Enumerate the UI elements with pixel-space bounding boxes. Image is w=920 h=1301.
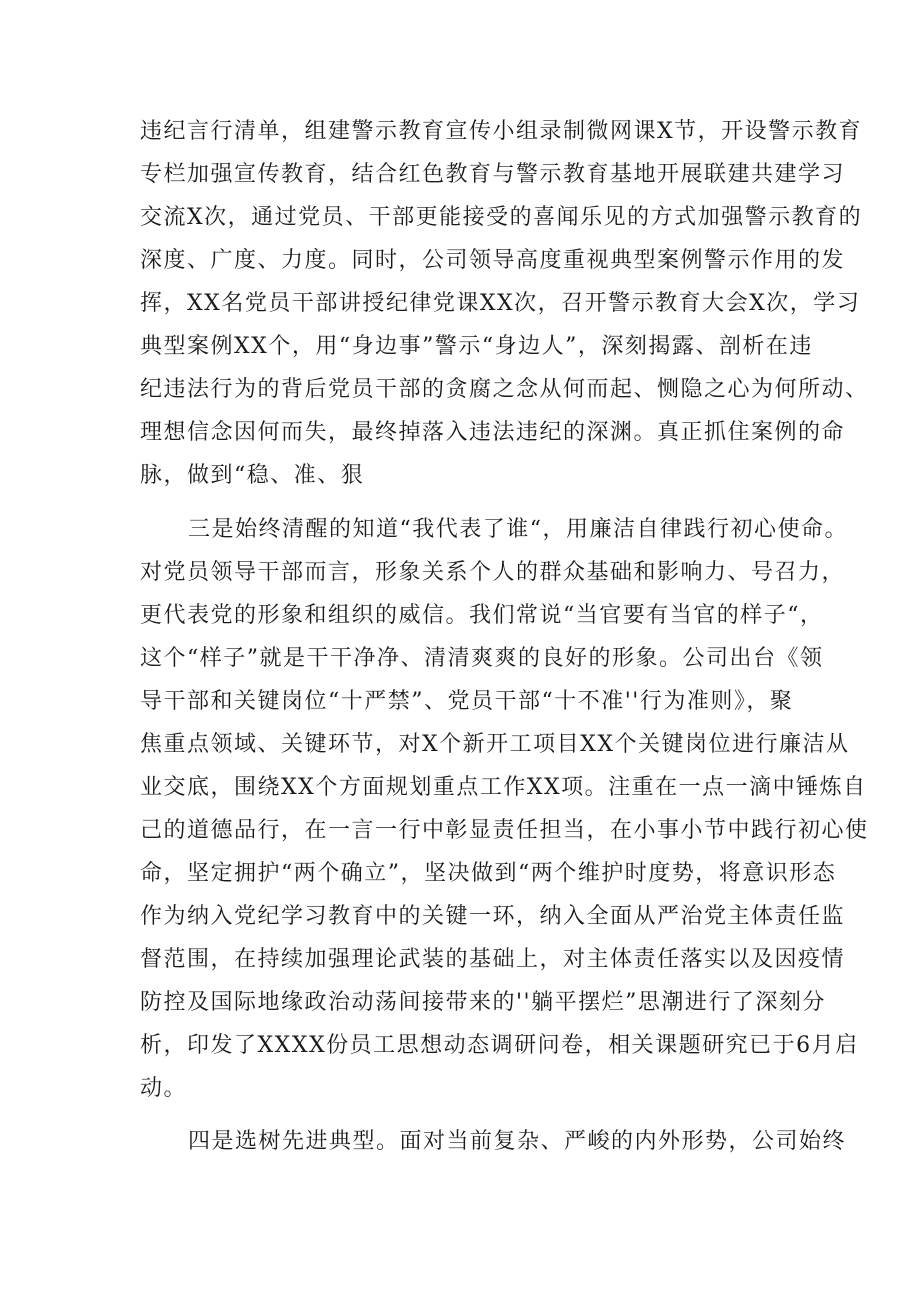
paragraph-line: 防控及国际地缘政治动荡间接带来的''躺平摆烂”思潮进行了深刻分 [140, 990, 826, 1015]
paragraph-line: 纪违法行为的背后党员干部的贪腐之念从何而起、恻隐之心为何所动、 [140, 377, 869, 402]
paragraph-line: 深度、广度、力度。同时，公司领导高度重视典型案例警示作用的发 [140, 248, 846, 273]
paragraph-line: 交流X次，通过党员、干部更能接受的喜闻乐见的方式加强警示教育的 [140, 205, 863, 230]
paragraph-line: 动。 [140, 1076, 188, 1101]
paragraph-line: 己的道德品行，在一言一行中彰显责任担当，在小事小节中践行初心使 [140, 818, 869, 843]
paragraph-line: 作为纳入党纪学习教育中的关键一环，纳入全面从严治党主体责任监 [140, 904, 846, 929]
paragraph-line: 析，印发了XXXX份员工思想动态调研问卷，相关课题研究已于6月启 [140, 1033, 859, 1058]
paragraph-line: 督范围，在持续加强理论武装的基础上，对主体责任落实以及因疫情 [140, 947, 846, 972]
paragraph-line: 违纪言行清单，组建警示教育宣传小组录制微网课X节，开设警示教育 [140, 119, 863, 144]
paragraph-line: 理想信念因何而失，最终掉落入违法违纪的深渊。真正抓住案例的命 [140, 420, 846, 445]
paragraph-line: 典型案例XX个，用“身边事”警示“身边人”，深刻揭露、剖析在违 [140, 334, 813, 359]
paragraph-line: 这个“样子”就是干干净净、清清爽爽的良好的形象。公司出台《领 [140, 646, 824, 671]
paragraph-line: 导干部和关键岗位“十严禁”、党员干部“十不准''行为准则》，聚 [140, 689, 794, 714]
paragraph-line: 四是选树先进典型。面对当前复杂、严峻的内外形势，公司始终 [188, 1129, 847, 1154]
paragraph-line: 焦重点领域、关键环节，对X个新开工项目XX个关键岗位进行廉洁从 [140, 732, 850, 757]
paragraph-line: 脉，做到“稳、准、狠 [140, 463, 365, 488]
paragraph-line: 业交底，围绕XX个方面规划重点工作XX项。注重在一点一滴中锤炼自 [140, 775, 867, 800]
paragraph-line: 三是始终清醒的知道“我代表了谁“，用廉洁自律践行初心使命。 [188, 517, 848, 542]
paragraph-line: 对党员领导干部而言，形象关系个人的群众基础和影响力、号召力， [140, 560, 846, 585]
paragraph-line: 更代表党的形象和组织的威信。我们常说“当官要有当官的样子“， [140, 603, 824, 628]
paragraph-line: 挥，XX名党员干部讲授纪律党课XX次，召开警示教育大会X次，学习 [140, 291, 861, 316]
paragraph-line: 专栏加强宣传教育，结合红色教育与警示教育基地开展联建共建学习 [140, 162, 846, 187]
paragraph-line: 命，坚定拥护“两个确立”，坚决做到“两个维护时度势，将意识形态 [140, 861, 837, 886]
